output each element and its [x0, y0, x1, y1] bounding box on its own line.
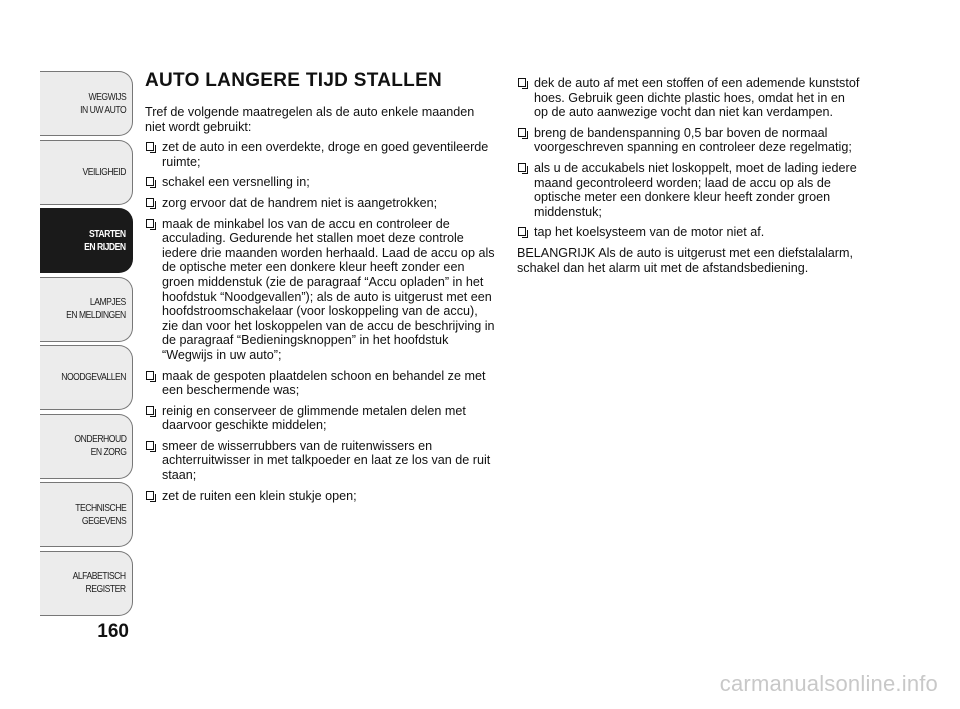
list-item: maak de minkabel los van de accu en controleer de acculading. Gedurende het stallen moet deze controle iedere drie maanden worden herhaald. Laad de accu op als de optische meter een donkere kleur heeft zonder een groen middenstuk (zie de paragraaf “Accu opladen” in het hoofdstuk “Noodgevallen”); als de auto is uitgerust met een hoofdstroomschakelaar (voor loskoppeling van de accu), zie dan voor het loskoppelen van de accu de beschrijving in de paragraaf “Bedieningsknoppen” in het hoofdstuk “Wegwijs in uw auto”;	[145, 217, 495, 363]
checkbox-icon	[146, 406, 154, 415]
tab-technische-gegevens[interactable]	[40, 482, 133, 547]
checkbox-icon	[146, 491, 154, 500]
tab-noodgevallen[interactable]	[40, 345, 133, 410]
list-item: reinig en conserveer de glimmende metalen delen met daarvoor geschikte middelen;	[145, 404, 495, 433]
tab-starten-en-rijden[interactable]	[40, 208, 133, 273]
watermark: carmanualsonline.info	[719, 671, 938, 696]
section-title: AUTO LANGERE TIJD STALLEN	[145, 70, 443, 91]
list-item: als u de accukabels niet loskoppelt, moet de lading iedere maand gecontroleerd worden; laad de accu op als de optische meter een donkere kleur heeft zonder groen middenstuk;	[517, 161, 862, 219]
intro-text: Tref de volgende maatregelen als de auto enkele maanden niet wordt gebruikt:	[145, 105, 475, 134]
tab-label: TECHNISCHE GEGEVENS	[74, 501, 126, 527]
list-item: zet de auto in een overdekte, droge en goed geventileerde ruimte;	[145, 140, 495, 169]
checkbox-icon	[518, 227, 526, 236]
list-item: breng de bandenspanning 0,5 bar boven de normaal voorgeschreven spanning en controleer deze regelmatig;	[517, 126, 862, 155]
list-item: schakel een versnelling in;	[145, 175, 495, 190]
important-note: BELANGRIJK Als de auto is uitgerust met een diefstalalarm, schakel dan het alarm uit met de afstandsbediening.	[517, 245, 853, 275]
tab-lampjes[interactable]	[40, 277, 133, 342]
checkbox-icon	[146, 142, 154, 151]
tab-alfabetisch-register[interactable]	[40, 551, 133, 616]
list-item: zet de ruiten een klein stukje open;	[145, 489, 495, 504]
left-checklist	[145, 140, 495, 503]
checkbox-icon	[146, 177, 154, 186]
list-item: smeer de wisserrubbers van de ruitenwissers en achterruitwisser in met talkpoeder en laat ze los van de ruit staan;	[145, 439, 495, 483]
page-number: 160	[97, 621, 129, 642]
checkbox-icon	[518, 78, 526, 87]
checkbox-icon	[146, 371, 154, 380]
tab-label: LAMPJES EN MELDINGEN	[66, 296, 126, 321]
checkbox-icon	[146, 198, 154, 207]
tab-label: NOODGEVALLEN	[61, 371, 126, 383]
tab-wegwijs[interactable]	[40, 71, 133, 136]
list-item: maak de gespoten plaatdelen schoon en behandel ze met een beschermende was;	[145, 369, 495, 398]
list-item: dek de auto af met een stoffen of een ademende kunststof hoes. Gebruik geen dichte plastic hoes, omdat het in en op de auto aanwezige vocht dan niet kan verdampen.	[517, 76, 862, 120]
list-item: zorg ervoor dat de handrem niet is aangetrokken;	[145, 196, 495, 211]
chapter-tabs	[40, 71, 133, 619]
tab-onderhoud[interactable]	[40, 414, 133, 479]
tab-veiligheid[interactable]	[40, 140, 133, 205]
tab-label: WEGWIJS IN UW AUTO	[79, 90, 126, 116]
left-column	[145, 70, 495, 509]
tab-label: ALFABETISCH REGISTER	[73, 570, 126, 595]
checkbox-icon	[518, 163, 526, 172]
tab-label: STARTEN EN RIJDEN	[84, 227, 126, 253]
checkbox-icon	[146, 219, 154, 228]
right-checklist	[517, 76, 862, 240]
right-column	[517, 76, 862, 281]
tab-label: ONDERHOUD EN ZORG	[73, 433, 126, 458]
checkbox-icon	[518, 128, 526, 137]
checkbox-icon	[146, 441, 154, 450]
tab-label: VEILIGHEID	[82, 165, 126, 178]
list-item: tap het koelsysteem van de motor niet af.	[517, 225, 862, 240]
